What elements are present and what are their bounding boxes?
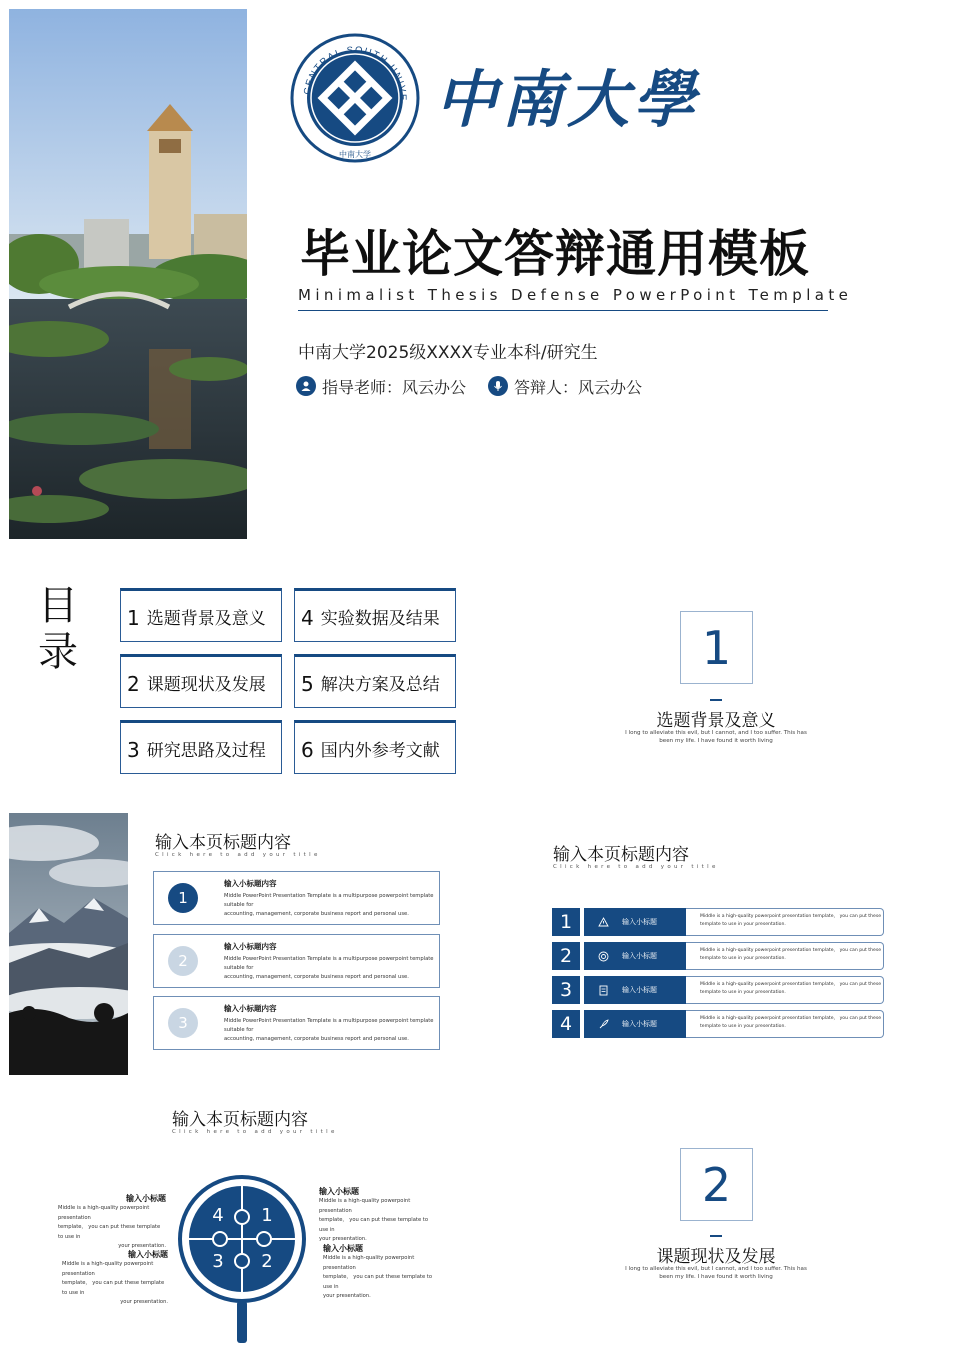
page-subheading: Click here to add your title <box>172 1129 338 1135</box>
info-row-3 <box>552 976 884 1004</box>
page-subheading: Click here to add your title <box>553 864 719 870</box>
side-item-title: 输入小标题 <box>128 1250 168 1259</box>
info-row-4 <box>552 1010 884 1038</box>
puzzle-piece-1: 1 <box>261 1205 273 1226</box>
section-title: 课题现状及发展 <box>656 1247 776 1267</box>
card-number: 1 <box>168 883 198 913</box>
campus-photo <box>9 9 247 539</box>
row-label: 输入小标题 <box>622 918 657 926</box>
row-label: 输入小标题 <box>622 952 657 960</box>
row-desc: Middle is a high-quality powerpoint presentation template， you can put these template to use in your presentation. <box>686 908 884 936</box>
card-number: 2 <box>168 946 198 976</box>
section-dash <box>710 699 722 701</box>
section-desc: I long to alleviate this evil, but I cannot, and I too suffer. This has been my life. I have found it worth living <box>625 730 807 744</box>
side-item-desc: Middle is a high-quality powerpoint presentation template， you can put these template to use in your presentation. <box>62 1261 168 1305</box>
side-item-title: 输入小标题 <box>319 1187 359 1196</box>
logo-inner-text: 中南大学 <box>339 150 371 159</box>
card-title: 输入小标题内容 <box>224 1003 277 1013</box>
user-icon <box>296 376 316 396</box>
title-divider <box>298 310 828 311</box>
toc-item-4[interactable] <box>294 588 456 642</box>
toc-heading: 目录 <box>38 583 78 675</box>
section-desc: I long to alleviate this evil, but I cannot, and I too suffer. This has been my life. I have found it worth living <box>625 1266 807 1280</box>
card-number: 3 <box>168 1008 198 1038</box>
warning-icon <box>596 917 610 927</box>
toc-item-number: 6 <box>301 738 314 762</box>
row-number: 4 <box>552 1010 580 1038</box>
toc-item-label: 选题背景及意义 <box>146 608 266 629</box>
side-item-desc: Middle is a high-quality powerpoint presentation template， you can put these template to use in your presentation. <box>58 1205 166 1249</box>
page-subheading: Click here to add your title <box>155 852 321 858</box>
row-number: 1 <box>552 908 580 936</box>
advisor-label: 指导老师：风云办公 <box>322 377 467 397</box>
section-dash <box>710 1235 722 1237</box>
content-card-3 <box>153 996 440 1050</box>
presentation-title: 毕业论文答辩通用模板 <box>300 225 810 283</box>
row-number: 3 <box>552 976 580 1004</box>
toc-item-number: 5 <box>301 672 314 696</box>
right-item-1 <box>319 1186 431 1245</box>
row-number: 2 <box>552 942 580 970</box>
defender-label: 答辩人：风云办公 <box>514 377 643 397</box>
section-number-box: 1 <box>680 611 753 684</box>
toc-item-label: 课题现状及发展 <box>146 674 266 695</box>
row-desc: Middle is a high-quality powerpoint presentation template， you can put these template to use in your presentation. <box>686 942 884 970</box>
info-row-1 <box>552 908 884 936</box>
document-icon <box>596 985 610 996</box>
toc-item-number: 4 <box>301 606 314 630</box>
school-line: 中南大学2025级XXXX专业本科/研究生 <box>298 343 598 363</box>
side-item-title: 输入小标题 <box>323 1244 363 1253</box>
row-label: 输入小标题 <box>622 986 657 994</box>
toc-item-5[interactable] <box>294 654 456 708</box>
logo-ring-text: CENTRAL SOUTH UNIVE <box>302 44 409 102</box>
right-item-2 <box>323 1243 435 1302</box>
card-desc: Middle PowerPoint Presentation Template is a multipurpose powerpoint template suitable for accounting, management, corporate business report and personal use. <box>224 892 434 917</box>
card-title: 输入小标题内容 <box>224 941 277 951</box>
toc-item-number: 1 <box>127 606 140 630</box>
toc-item-6[interactable] <box>294 720 456 774</box>
toc-item-1[interactable] <box>120 588 282 642</box>
puzzle-piece-2: 2 <box>261 1251 273 1272</box>
toc-item-label: 国内外参考文献 <box>320 740 440 761</box>
left-item-2 <box>62 1249 168 1308</box>
row-desc: Middle is a high-quality powerpoint presentation template， you can put these template to use in your presentation. <box>686 1010 884 1038</box>
toc-item-number: 3 <box>127 738 140 762</box>
page-heading: 输入本页标题内容 <box>553 845 689 865</box>
section-title: 选题背景及意义 <box>656 711 776 731</box>
content-card-1 <box>153 871 440 925</box>
mountain-photo <box>9 813 128 1075</box>
toc-item-label: 解决方案及总结 <box>320 674 440 695</box>
puzzle-piece-4: 4 <box>212 1205 224 1226</box>
content-card-2 <box>153 934 440 988</box>
toc-item-2[interactable] <box>120 654 282 708</box>
target-icon <box>596 951 610 962</box>
page-heading: 输入本页标题内容 <box>172 1110 308 1130</box>
university-seal-logo <box>290 33 420 163</box>
toc-item-3[interactable] <box>120 720 282 774</box>
toc-item-label: 研究思路及过程 <box>146 740 266 761</box>
info-row-2 <box>552 942 884 970</box>
rocket-icon <box>596 1019 610 1030</box>
side-item-desc: Middle is a high-quality powerpoint presentation template， you can put these template to use in your presentation. <box>323 1255 432 1299</box>
row-label: 输入小标题 <box>622 1020 657 1028</box>
side-item-desc: Middle is a high-quality powerpoint presentation template， you can put these template to use in your presentation. <box>319 1198 428 1242</box>
puzzle-piece-3: 3 <box>212 1251 224 1272</box>
toc-item-number: 2 <box>127 672 140 696</box>
puzzle-magnifier-graphic <box>176 1175 308 1345</box>
section-number-box: 2 <box>680 1148 753 1221</box>
card-desc: Middle PowerPoint Presentation Template is a multipurpose powerpoint template suitable for accounting, management, corporate business report and personal use. <box>224 1017 434 1042</box>
card-title: 输入小标题内容 <box>224 878 277 888</box>
row-desc: Middle is a high-quality powerpoint presentation template， you can put these template to use in your presentation. <box>686 976 884 1004</box>
left-item-1 <box>58 1193 166 1252</box>
microphone-icon <box>488 376 508 396</box>
presenter-info-row <box>296 375 642 397</box>
side-item-title: 输入小标题 <box>126 1194 166 1203</box>
presentation-subtitle: Minimalist Thesis Defense PowerPoint Template <box>298 286 853 304</box>
university-brand-name: 中南大學 <box>435 63 700 136</box>
page-heading: 输入本页标题内容 <box>155 833 291 853</box>
card-desc: Middle PowerPoint Presentation Template is a multipurpose powerpoint template suitable for accounting, management, corporate business report and personal use. <box>224 955 434 980</box>
toc-item-label: 实验数据及结果 <box>320 608 440 629</box>
